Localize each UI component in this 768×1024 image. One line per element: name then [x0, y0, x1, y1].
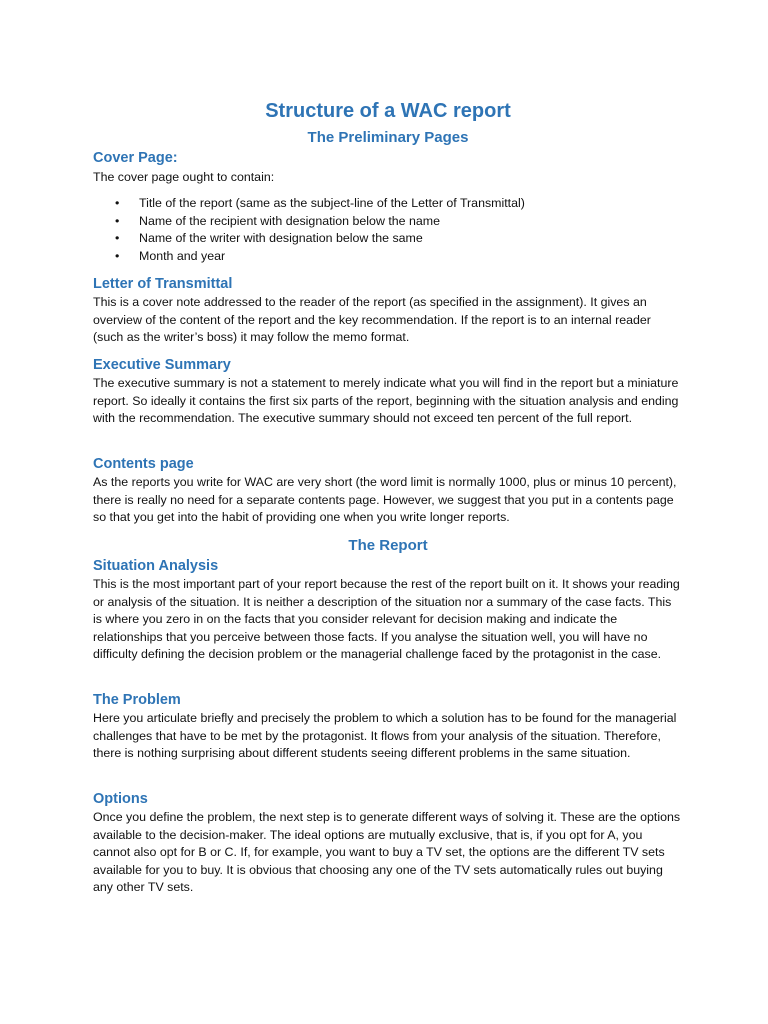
letter-of-transmittal-body: This is a cover note addressed to the reader of the report (as specified in the assignment). It gives an overview of the content of the report and the key recommendation. If the report is to an internal reader (such as the writer’s boss) it may follow the memo format.	[93, 295, 651, 345]
list-item-text: Month and year	[139, 248, 226, 263]
document-title: Structure of a WAC report	[265, 100, 511, 122]
bullet-icon: •	[115, 196, 120, 210]
cover-page-list	[93, 195, 525, 265]
list-item	[93, 195, 525, 213]
list-item-text: Name of the writer with designation below the same	[139, 231, 423, 246]
subtitle-the-report: The Report	[348, 537, 428, 554]
cover-page-intro: The cover page ought to contain:	[93, 170, 275, 184]
heading-situation-analysis: Situation Analysis	[93, 558, 219, 574]
bullet-icon: •	[115, 231, 120, 246]
heading-cover-page: Cover Page:	[93, 150, 178, 166]
heading-executive-summary: Executive Summary	[93, 357, 231, 373]
contents-page-body: As the reports you write for WAC are very short (the word limit is normally 1000, plus or minus 10 percent), there is really no need for a separate contents page. However, we suggest that you put in a contents page so that you get into the habit of providing one when you write longer reports.	[93, 475, 677, 525]
heading-letter-of-transmittal: Letter of Transmittal	[93, 276, 233, 292]
list-item	[93, 248, 525, 266]
bullet-icon: •	[115, 213, 120, 228]
heading-the-problem: The Problem	[93, 692, 181, 708]
list-item-text: Title of the report (same as the subject-line of the Letter of Transmittal)	[139, 196, 525, 210]
the-problem-body: Here you articulate briefly and precisely the problem to which a solution has to be found for the managerial challenges that have to be met by the protagonist. It flows from your analysis of the situation. Therefore, there is nothing surprising about different students seeing different problems in the same situation.	[93, 711, 677, 761]
heading-options: Options	[93, 791, 148, 807]
list-item	[93, 230, 525, 248]
list-item-text: Name of the recipient with designation below the name	[139, 213, 440, 228]
heading-contents-page: Contents page	[93, 456, 194, 472]
list-item	[93, 213, 525, 231]
subtitle-preliminary-pages: The Preliminary Pages	[307, 129, 469, 146]
executive-summary-body: The executive summary is not a statement to merely indicate what you will find in the report but a miniature report. So ideally it contains the first six parts of the report, beginning with the situation analysis and ending with the recommendation. The executive summary should not exceed ten percent of the full report.	[93, 376, 679, 426]
bullet-icon: •	[115, 248, 120, 263]
situation-analysis-body: This is the most important part of your report because the rest of the report built on it. It shows your reading or analysis of the situation. It is neither a description of the situation nor a summary of the case facts. This is where you zero in on the facts that you consider relevant for decision making and indicate the relationships that you perceive between those facts. If you analyse the situation well, you will have no difficulty defining the decision problem or the managerial challenge faced by the protagonist in the case.	[93, 577, 680, 662]
options-body: Once you define the problem, the next step is to generate different ways of solving it. These are the options available to the decision-maker. The ideal options are mutually exclusive, that is, if you opt for A, you cannot also opt for B or C. If, for example, you want to buy a TV set, the options are the different TV sets available for you to buy. It is obvious that choosing any one of the TV sets automatically rules out buying any other TV sets.	[93, 810, 681, 895]
